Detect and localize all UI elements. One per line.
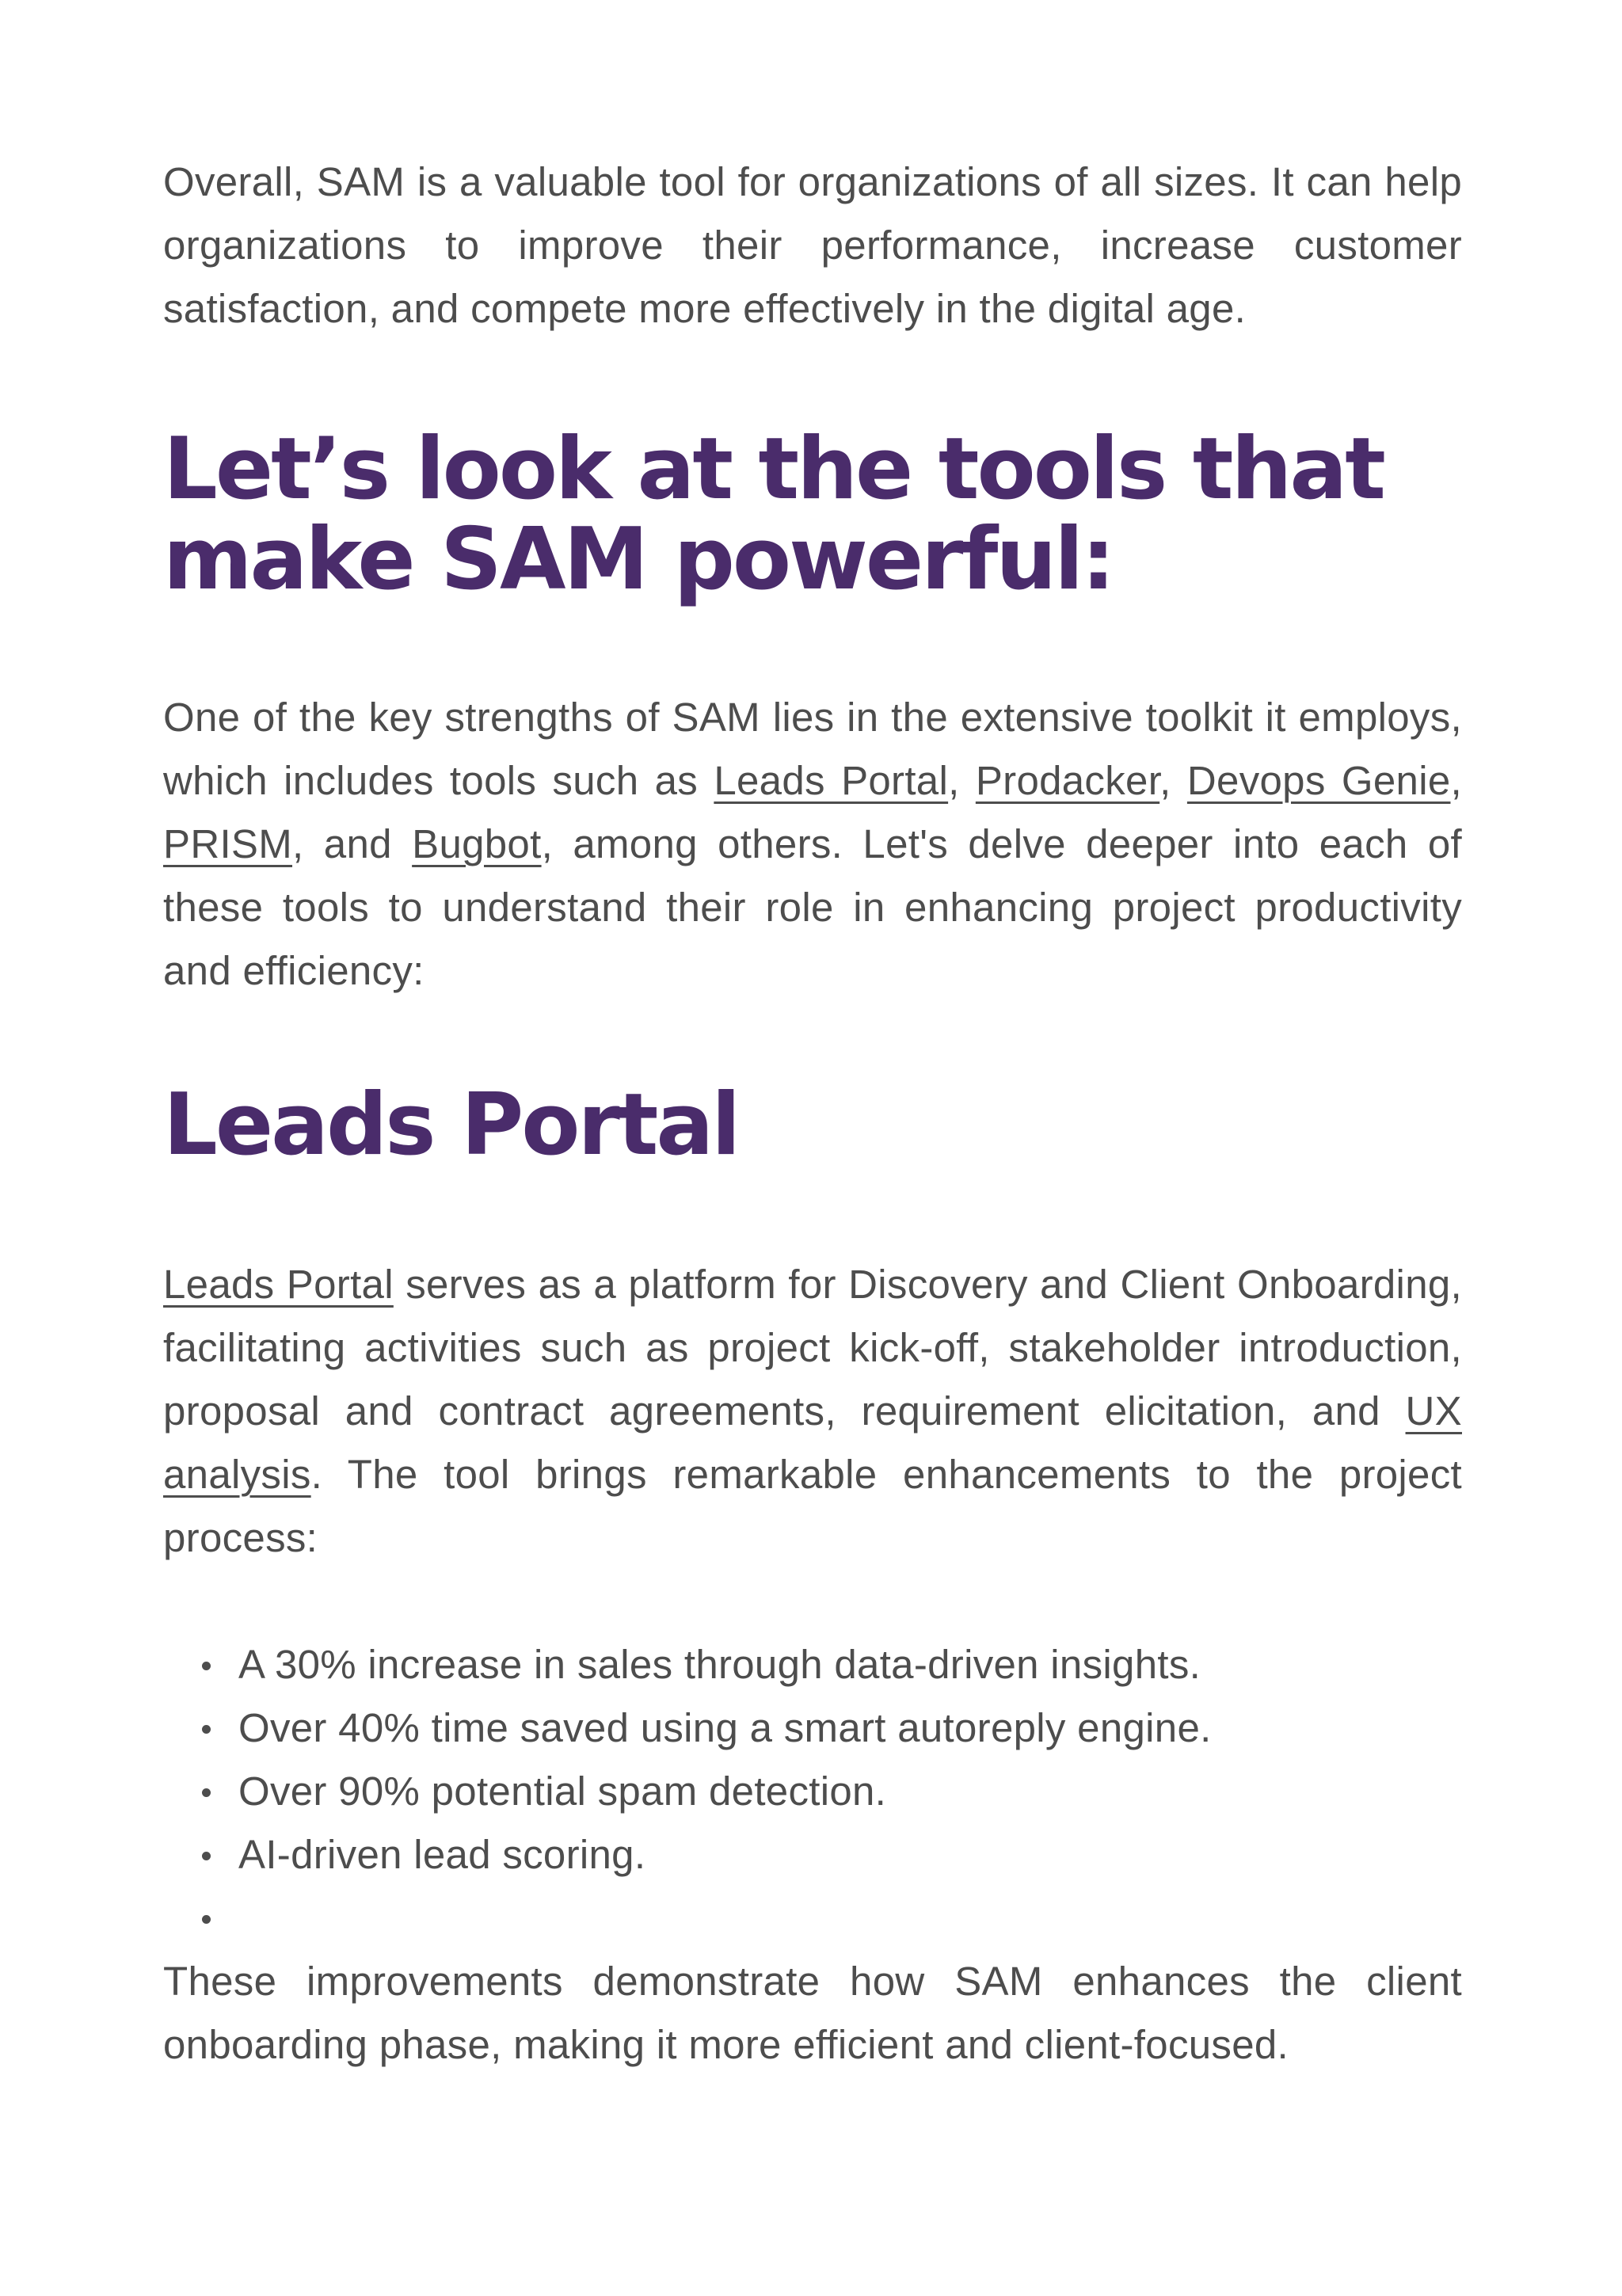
closing-paragraph: These improvements demonstrate how SAM enhances the client onboarding phase, making it more efficient and client-focused. xyxy=(163,1959,1462,2067)
link-bugbot[interactable]: Bugbot xyxy=(412,821,542,866)
tools-text-part2: , among others. Let's delve deeper into each of these tools to understand their role in enhancing project productivity and efficiency: xyxy=(163,821,1463,993)
link-prodacker[interactable]: Prodacker xyxy=(975,758,1160,803)
list-item: Over 90% potential spam detection. xyxy=(195,1760,1462,1823)
list-item: Over 40% time saved using a smart autoreply engine. xyxy=(195,1696,1462,1760)
tools-paragraph xyxy=(163,686,1462,1003)
list-item: AI-driven lead scoring. xyxy=(195,1823,1462,1887)
link-leads-portal-inline[interactable]: Leads Portal xyxy=(163,1262,394,1307)
link-devops-genie[interactable]: Devops Genie xyxy=(1186,758,1451,803)
link-ux-analysis[interactable]: UX analysis xyxy=(163,1388,1462,1497)
leads-text-part1: serves as a platform for Discovery and Client Onboarding, facilitating activities such as project kick-off, stakeholder introduction, proposal and contract agreements, requirement elicitation, and xyxy=(163,1262,1462,1434)
link-leads-portal[interactable]: Leads Portal xyxy=(714,758,949,803)
tools-text-part1: One of the key strengths of SAM lies in the extensive toolkit it employs, which includes tools such as xyxy=(163,695,1462,803)
list-item: A 30% increase in sales through data-driven insights. xyxy=(195,1633,1462,1696)
leads-text-part2: . The tool brings remarkable enhancements to the project process: xyxy=(163,1452,1462,1560)
tools-sep-1: , xyxy=(948,758,976,803)
heading-leads-portal: Leads Portal xyxy=(163,1076,739,1175)
heading-tools-line2: make SAM powerful: xyxy=(163,510,1114,609)
list-item xyxy=(195,1887,1462,1950)
link-prism[interactable]: PRISM xyxy=(163,821,293,866)
tools-sep-4: , and xyxy=(292,821,413,866)
tools-sep-2: , xyxy=(1159,758,1187,803)
tools-sep-3: , xyxy=(1450,758,1462,803)
heading-tools xyxy=(163,420,1462,609)
intro-paragraph: Overall, SAM is a valuable tool for organizations of all sizes. It can help organizations to improve their performance, increase customer satisfaction, and compete more effectively in the digital age. xyxy=(163,159,1462,331)
benefits-list xyxy=(163,1633,1462,1950)
heading-tools-line1: Let’s look at the tools that xyxy=(163,420,1384,519)
document-page xyxy=(163,150,1462,2077)
leads-paragraph xyxy=(163,1253,1462,1570)
